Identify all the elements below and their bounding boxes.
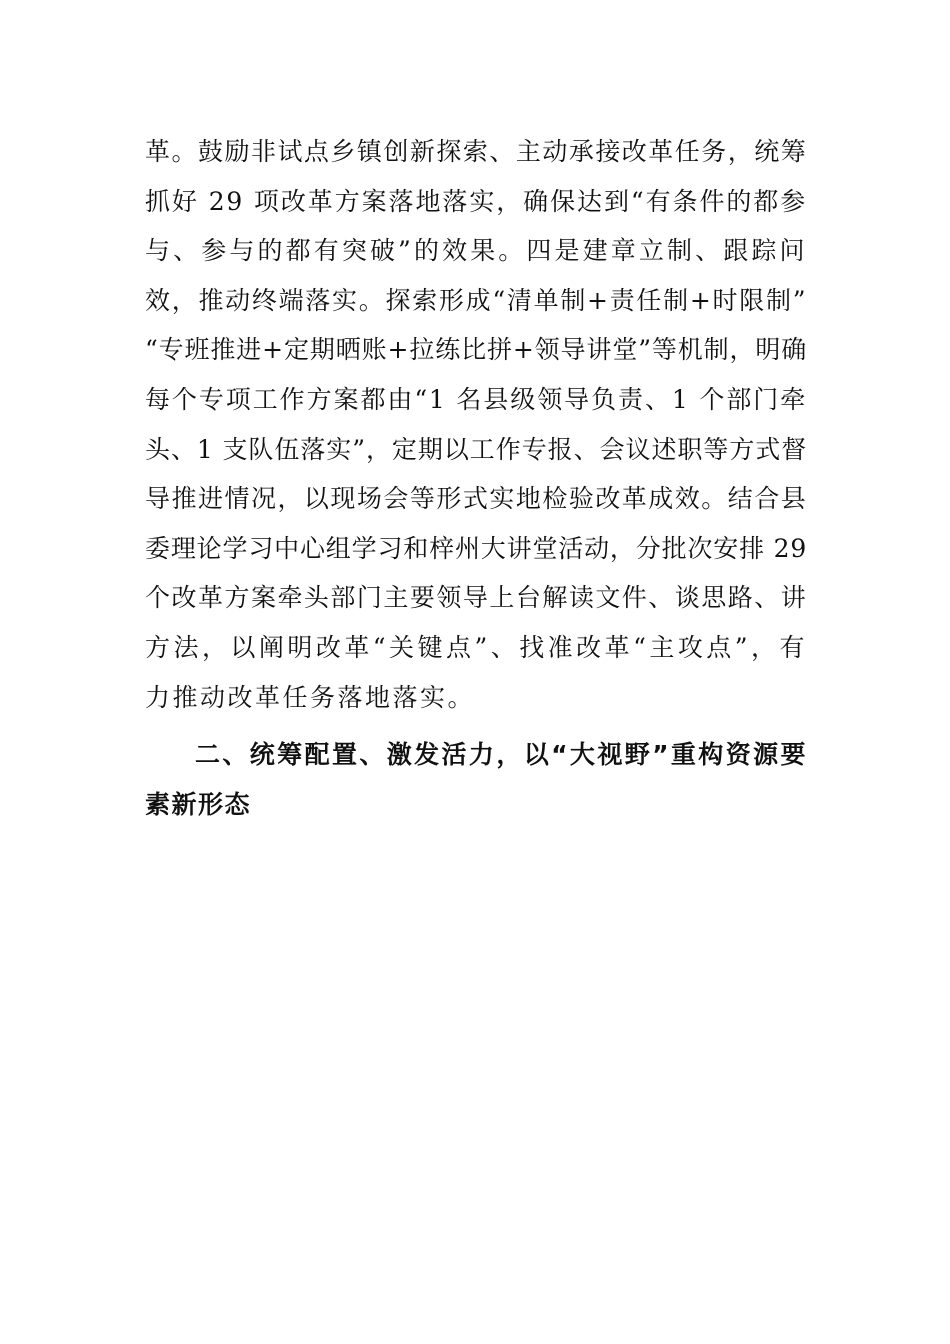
paragraph-line: 效，推动终端落实。探索形成“清单制+责任制+时限制” [145,285,807,315]
heading-line: 二、统筹配置、激发活力，以“大视野”重构资源要 [195,740,807,769]
paragraph-line: 个改革方案牵头部门主要领导上台解读文件、谈思路、讲 [145,583,807,613]
paragraph-line: 头、1 支队伍落实”，定期以工作专报、会议述职等方式督 [145,434,807,464]
paragraph-line: 委理论学习中心组学习和梓州大讲堂活动，分批次安排 29 [145,533,807,563]
paragraph-line: 每个专项工作方案都由“1 名县级领导负责、1 个部门牵 [145,384,807,414]
section-heading [145,730,807,830]
paragraph-line: 力推动改革任务落地落实。 [145,682,476,712]
paragraph-line: 导推进情况，以现场会等形式实地检验改革成效。结合县 [145,484,807,514]
paragraph-line: 方法，以阐明改革“关键点”、找准改革“主攻点”，有 [145,632,807,662]
paragraph-line: 抓好 29 项改革方案落地落实，确保达到“有条件的都参 [145,186,807,216]
paragraph-line: 革。鼓励非试点乡镇创新探索、主动承接改革任务，统筹 [145,137,807,166]
body-paragraph [145,127,807,722]
heading-line: 素新形态 [145,790,252,819]
paragraph-line: “专班推进+定期晒账+拉练比拼+领导讲堂”等机制，明确 [145,335,807,365]
paragraph-line: 与、参与的都有突破”的效果。四是建章立制、跟踪问 [145,236,807,266]
